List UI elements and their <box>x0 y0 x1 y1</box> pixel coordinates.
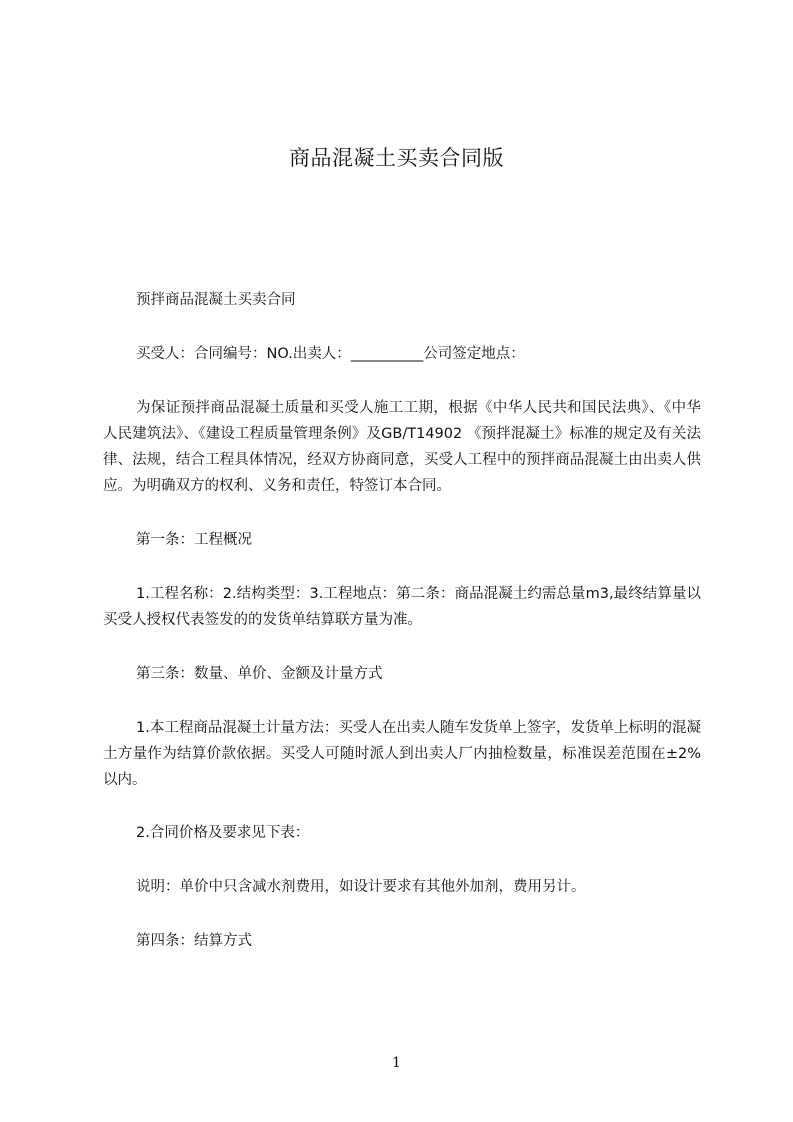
section-heading-article-4: 第四条：结算方式 <box>136 933 252 949</box>
paragraph-parties: 买受人：合同编号：NO.出卖人：__________公司签定地点： <box>136 346 525 362</box>
paragraph-measurement: 1.本工程商品混凝土计量方法：买受人在出卖人随车发货单上签字，发货单上标明的混凝土方量作为结算价款依据。买受人可随时派人到出卖人厂内抽检数量，标准误差范围在±2%以内。 <box>103 720 701 788</box>
paragraph-price-table-note: 2.合同价格及要求见下表： <box>136 825 310 841</box>
paragraph-project-info: 1.工程名称：2.结构类型：3.工程地点：第二条：商品混凝土约需总量m3,最终结算量以买受人授权代表签发的的发货单结算联方量为准。 <box>103 586 701 628</box>
section-heading-article-1: 第一条：工程概况 <box>136 532 252 548</box>
document-title: 商品混凝土买卖合同版 <box>289 146 504 170</box>
section-heading-article-3: 第三条：数量、单价、金额及计量方式 <box>136 666 383 682</box>
page-number: 1 <box>392 1055 401 1071</box>
paragraph-price-explanation: 说明：单价中只含减水剂费用，如设计要求有其他外加剂，费用另计。 <box>136 879 586 895</box>
paragraph-preamble: 为保证预拌商品混凝土质量和买受人施工工期，根据《中华人民共和国民法典》、《中华人民建筑法》、《建设工程质量管理条例》及GB/T14902 《预拌混凝土》标准的规定及有关法律、法规，结合工程具体情况，经双方协商同意，买受人工程中的预拌商品混凝土由出卖人供应。为明确双方的权利、义务和责任，特签订本合同。 <box>103 400 701 494</box>
paragraph-contract-heading: 预拌商品混凝土买卖合同 <box>136 292 296 308</box>
